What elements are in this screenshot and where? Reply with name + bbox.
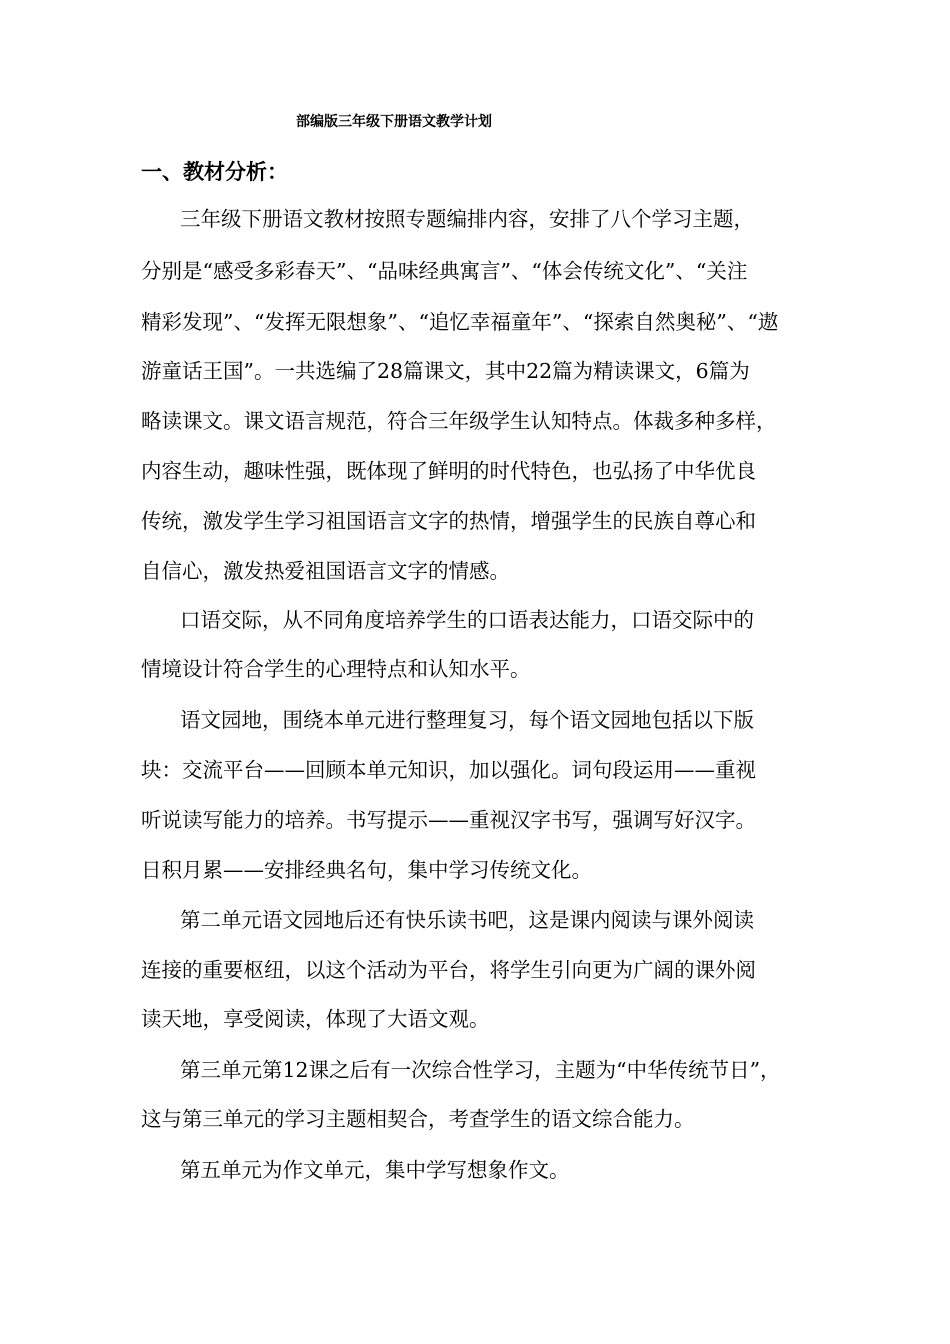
text-line: 情境设计符合学生的心理特点和认知水平。 — [141, 657, 531, 681]
text-line: 略读课文。课文语言规范，符合三年级学生认知特点。体裁多种多样， — [141, 409, 777, 433]
text-line: 口语交际，从不同角度培养学生的口语表达能力，口语交际中的 — [180, 608, 754, 632]
text-line: 第三单元第12课之后有一次综合性学习，主题为“中华传统节日”， — [180, 1058, 781, 1082]
text-line: 精彩发现”、“发挥无限想象”、“追忆幸福童年”、“探索自然奥秘”、“遨 — [141, 310, 779, 334]
text-line: 块：交流平台——回顾本单元知识，加以强化。词句段运用——重视 — [141, 758, 756, 782]
text-line: 日积月累——安排经典名句，集中学习传统文化。 — [141, 858, 592, 882]
text-line: 听说读写能力的培养。书写提示——重视汉字书写，强调写好汉字。 — [141, 808, 756, 832]
text-line: 读天地，享受阅读，体现了大语文观。 — [141, 1007, 490, 1031]
text-line: 三年级下册语文教材按照专题编排内容，安排了八个学习主题， — [180, 207, 754, 231]
text-line: 传统，激发学生学习祖国语言文字的热情，增强学生的民族自尊心和 — [141, 509, 756, 533]
text-line: 第五单元为作文单元，集中学写想象作文。 — [180, 1158, 570, 1182]
document-title: 部编版三年级下册语文教学计划 — [296, 114, 492, 130]
text-line: 游童话王国”。一共选编了28篇课文，其中22篇为精读课文，6篇为 — [141, 359, 750, 383]
text-line: 这与第三单元的学习主题相契合，考查学生的语文综合能力。 — [141, 1107, 695, 1131]
text-line: 连接的重要枢纽，以这个活动为平台，将学生引向更为广阔的课外阅 — [141, 958, 756, 982]
text-line: 分别是“感受多彩春天”、“品味经典寓言”、“体会传统文化”、“关注 — [141, 259, 748, 283]
text-line: 内容生动，趣味性强，既体现了鲜明的时代特色，也弘扬了中华优良 — [141, 459, 756, 483]
text-line: 自信心，激发热爱祖国语言文字的情感。 — [141, 559, 510, 583]
text-line: 语文园地，围绕本单元进行整理复习，每个语文园地包括以下版 — [180, 708, 754, 732]
section-heading: 一、教材分析： — [141, 160, 288, 184]
text-line: 第二单元语文园地后还有快乐读书吧，这是课内阅读与课外阅读 — [180, 908, 754, 932]
